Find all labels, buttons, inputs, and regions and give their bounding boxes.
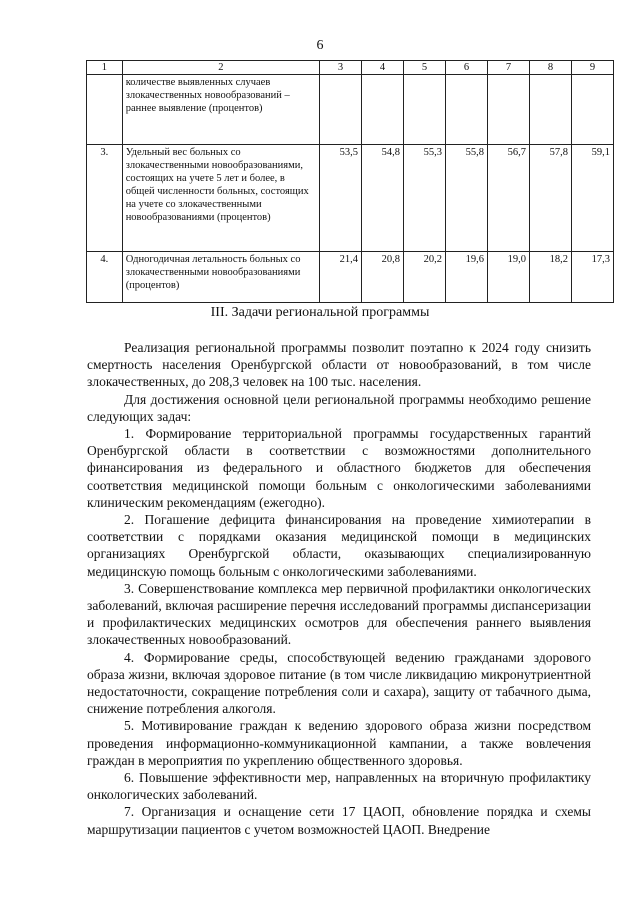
page-number: 6 (316, 38, 324, 53)
row-description: количестве выявленных случаев злокачественных новообразований – раннее выявление (процентов) (122, 75, 319, 145)
table-cell: 19,0 (487, 252, 529, 303)
table-cell: 20,8 (362, 252, 404, 303)
table-cell: 21,4 (320, 252, 362, 303)
indicators-table (86, 60, 614, 303)
paragraph: 6. Повышение эффективности мер, направленных на вторичную профилактику онкологических заболеваний. (87, 770, 591, 803)
paragraph: 1. Формирование территориальной программы государственных гарантий Оренбургской области в соответствии с возможностями дополнительного финансирования из федерального и областного бюджетов для обеспечения соответствия медицинской помощи больным с онкологическими заболеваниями клиническим рекомендациям (ежегодно). (87, 426, 591, 510)
paragraph: 3. Совершенствование комплекса мер первичной профилактики онкологических заболеваний, включая расширение перечня исследований программы диспансеризации и профилактических медицинских осмотров для обеспечения раннего выявления злокачественных новообразований. (87, 580, 591, 648)
column-header: 2 (122, 61, 319, 75)
paragraph: 2. Погашение дефицита финансирования на проведение химиотерапии в соответствии с порядками оказания медицинской помощи в медицинских организациях Оренбургской области, оказывающих специализированную медицинскую помощь больным с онкологическими заболеваниями. (87, 512, 591, 579)
column-header: 5 (404, 61, 446, 75)
table-cell: 56,7 (487, 145, 529, 252)
row-number: 4. (87, 252, 123, 303)
table-cell (571, 75, 613, 145)
column-header: 3 (320, 61, 362, 75)
column-header: 1 (87, 61, 123, 75)
row-number (87, 75, 123, 145)
table-cell (320, 75, 362, 145)
row-description: Одногодичная летальность больных со злокачественными новообразованиями (процентов) (122, 252, 319, 303)
table-cell: 20,2 (404, 252, 446, 303)
table-cell: 17,3 (571, 252, 613, 303)
table-cell: 55,3 (404, 145, 446, 252)
table-cell: 18,2 (529, 252, 571, 303)
row-description: Удельный вес больных со злокачественными новообразованиями, состоящих на учете 5 лет и более, в общей численности больных, состоящих на учете со злокачественными новообразованиями (процентов) (122, 145, 319, 252)
column-header: 7 (487, 61, 529, 75)
column-header: 9 (571, 61, 613, 75)
table-cell (487, 75, 529, 145)
column-header: 4 (362, 61, 404, 75)
table-header-row (87, 61, 614, 75)
column-header: 6 (446, 61, 488, 75)
paragraph: 5. Мотивирование граждан к ведению здорового образа жизни посредством проведения информационно-коммуникационной кампании, а также вовлечения граждан в мероприятия по укреплению общественного здоровья. (87, 718, 591, 768)
table-cell: 57,8 (529, 145, 571, 252)
paragraph: Для достижения основной цели региональной программы необходимо решение следующих задач: (87, 391, 591, 424)
table-cell: 59,1 (571, 145, 613, 252)
body-text (87, 339, 591, 838)
table-cell: 54,8 (362, 145, 404, 252)
section-title: III. Задачи региональной программы (210, 305, 430, 320)
table-cell: 55,8 (446, 145, 488, 252)
column-header: 8 (529, 61, 571, 75)
table-cell (446, 75, 488, 145)
table-cell (404, 75, 446, 145)
paragraph: 7. Организация и оснащение сети 17 ЦАОП, обновление порядка и схемы маршрутизации пациентов с учетом возможностей ЦАОП. Внедрение (87, 804, 591, 837)
table-cell: 53,5 (320, 145, 362, 252)
table-cell (362, 75, 404, 145)
table-row (87, 252, 614, 303)
table-cell (529, 75, 571, 145)
table-row (87, 75, 614, 145)
table-cell: 19,6 (446, 252, 488, 303)
paragraph: Реализация региональной программы позволит поэтапно к 2024 году снизить смертность населения Оренбургской области от новообразований, в том числе злокачественных, до 208,3 человек на 100 тыс. населения. (87, 340, 591, 390)
paragraph: 4. Формирование среды, способствующей ведению гражданами здорового образа жизни, включая здоровое питание (в том числе ликвидацию микронутриентной недостаточности, сокращение потребления соли и сахара), защиту от табачного дыма, снижение потребления алкоголя. (87, 649, 591, 717)
row-number: 3. (87, 145, 123, 252)
table-row (87, 145, 614, 252)
